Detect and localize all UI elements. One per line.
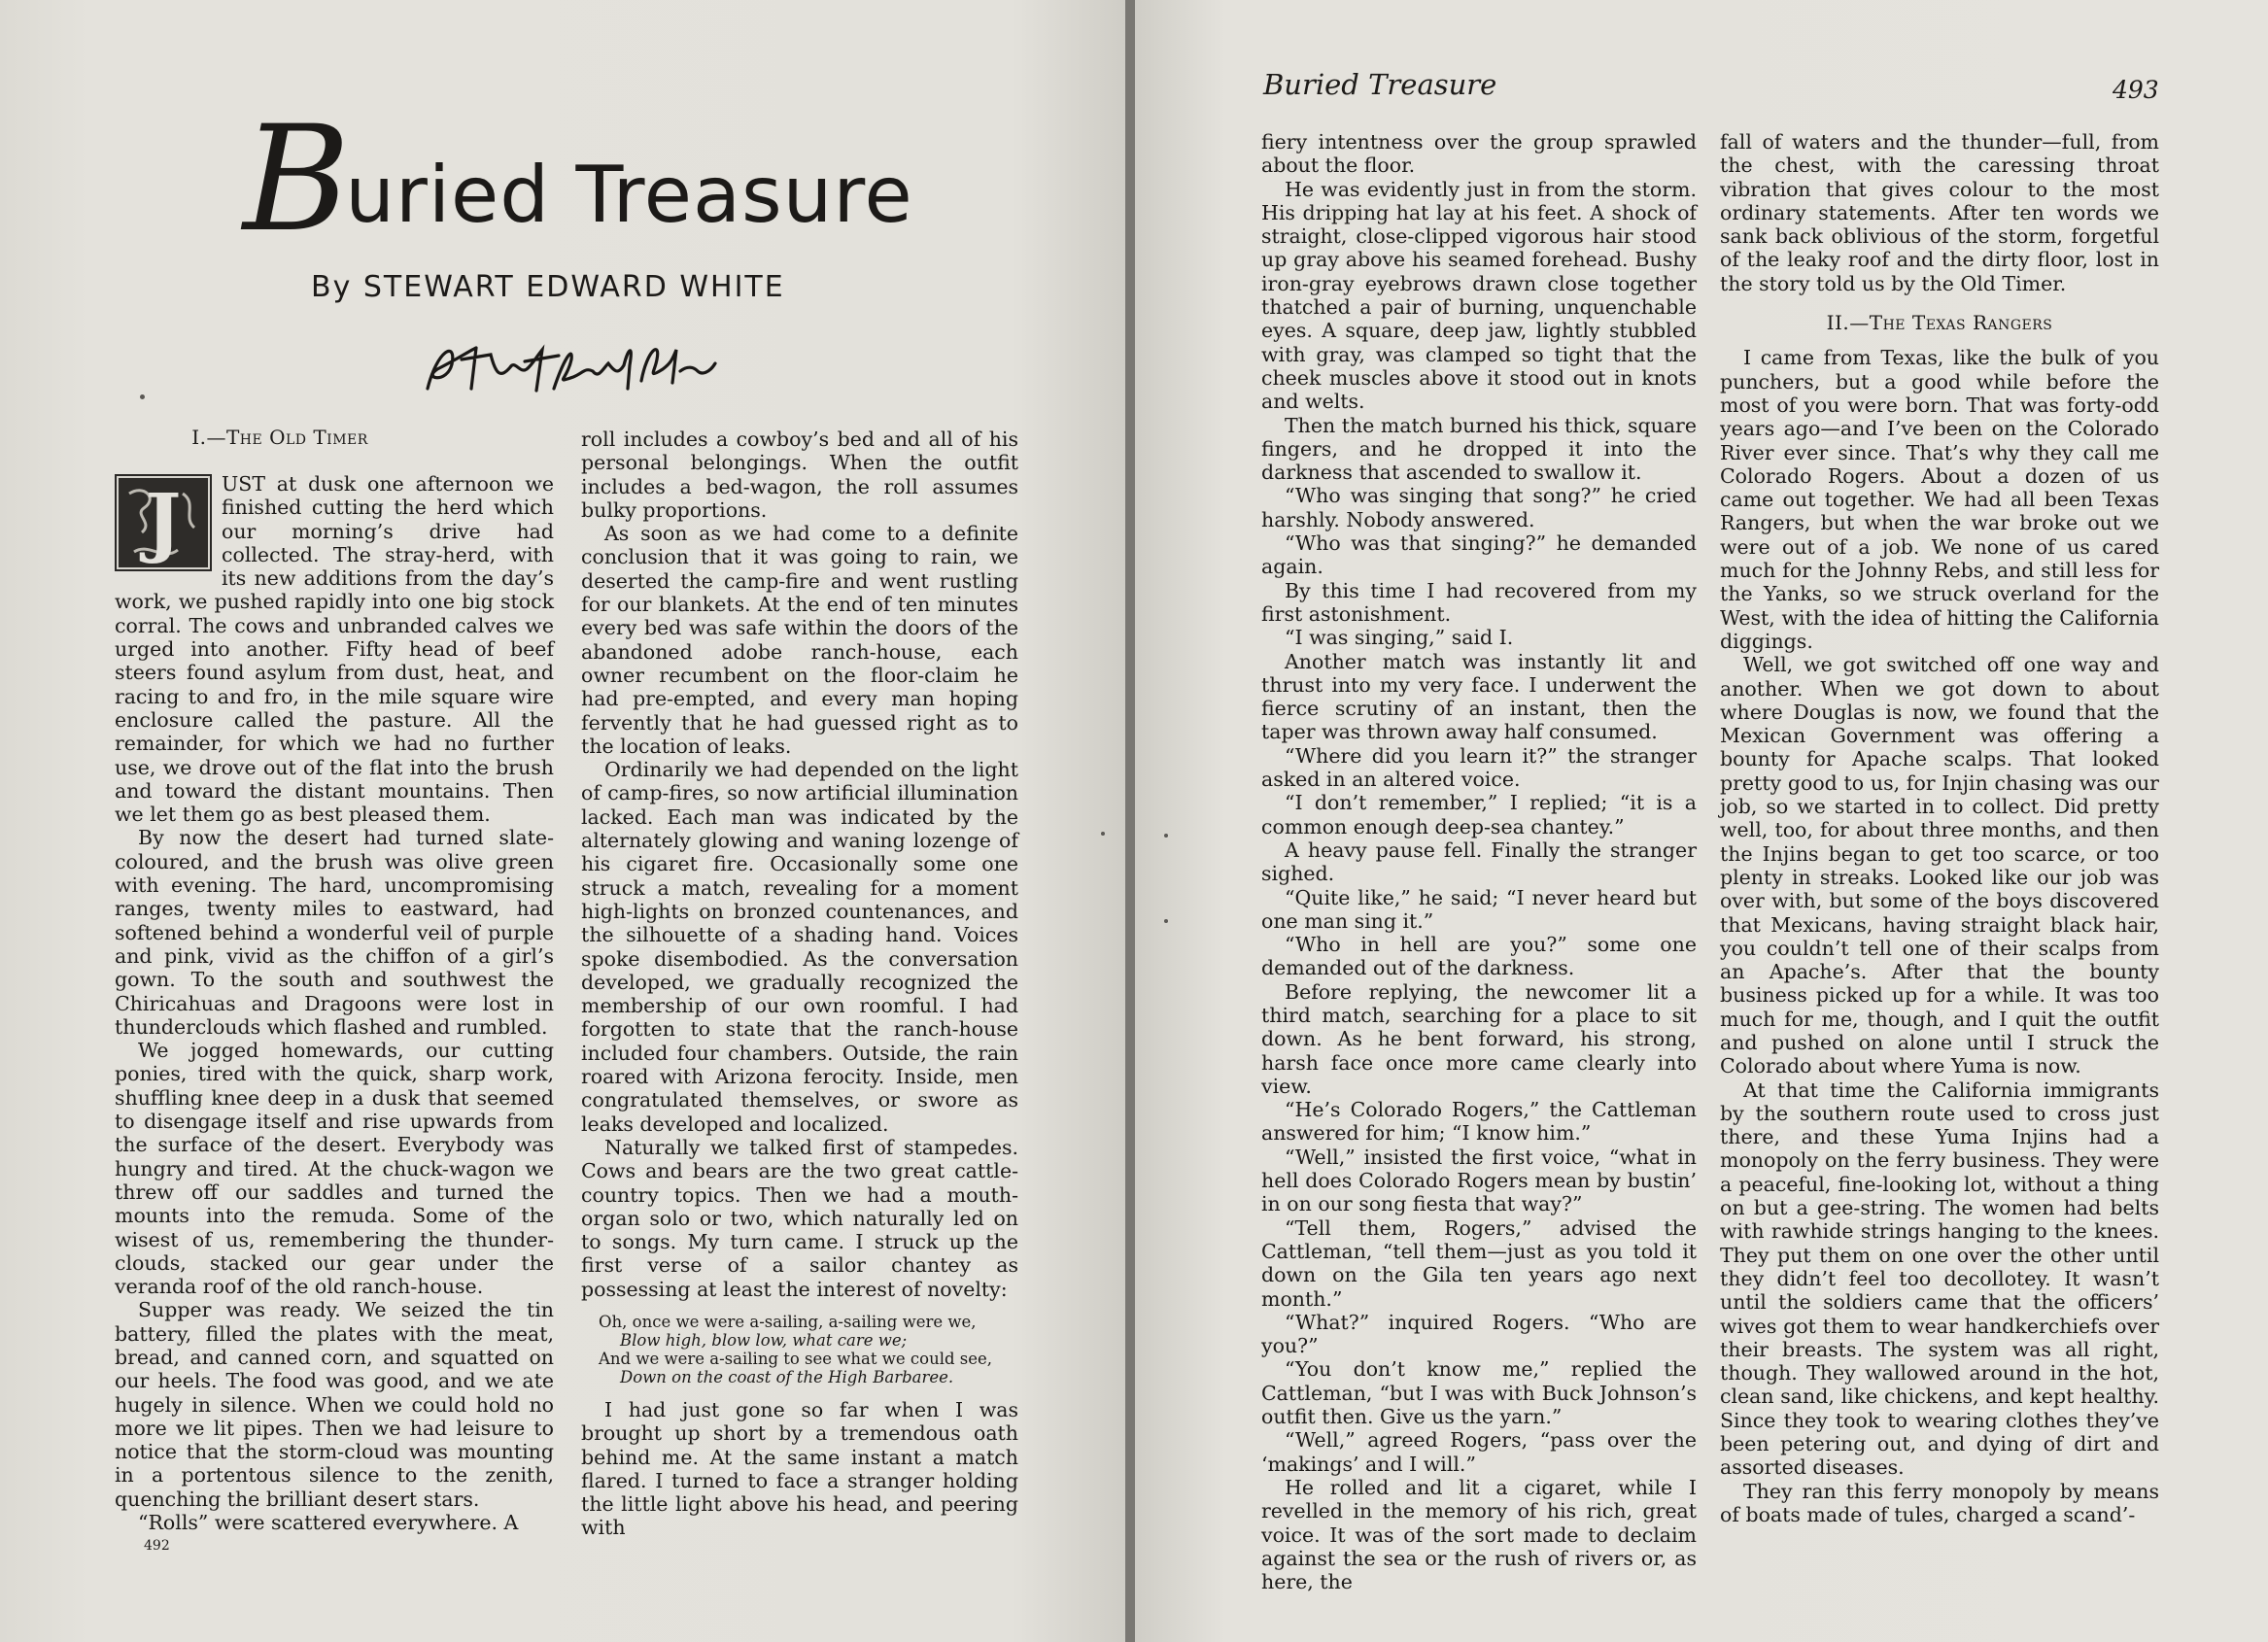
running-head: Buried Treasure <box>1263 68 1497 101</box>
paragraph: “Who was that singing?” he demanded again. <box>1261 531 1697 579</box>
left-column-2 <box>581 428 1018 1540</box>
left-column-1 <box>115 426 554 1535</box>
book-gutter <box>1125 0 1135 1642</box>
title-rest: uried Treasure <box>345 150 913 240</box>
ornamental-drop-cap <box>115 474 212 571</box>
paragraph: “Rolls” were scattered everywhere. A <box>138 1511 519 1535</box>
paragraph: “Who in hell are you?” some one demanded out of the darkness. <box>1261 933 1697 980</box>
paragraph: “Well,” insisted the first voice, “what in hell does Colorado Rogers mean by bustin’ in on our song fiesta that way?” <box>1261 1145 1697 1216</box>
paragraph: He was evidently just in from the storm. His dripping hat lay at his feet. A shock of straight, close-clipped vigorous hair stood up gray above his seamed forehead. Bushy iron-gray eyebrows drawn close together thatched a pair of burning, unquenchable eyes. A square, deep jaw, lightly stubbled with gray, was clamped so tight that the cheek muscles above it stood out in knots and welts. <box>1261 177 1697 414</box>
paragraph: Well, we got switched off one way and another. When we got down to about where Douglas is now, we found that the Mexican Government was offering a bounty for Apache scalps. That looked pretty good to us, for Injin chasing was our job, so we started in to collect. Did pretty well, too, for about three months, and then the Injins began to get too scarce, or too plenty in streaks. Looked like our job was over with, but some of the boys discovered that Mexicans, having straight black hair, you couldn’t tell one of their scalps from an Apache’s. After that the bounty business picked up for a while. It was too much for me, though, and I quit the outfit and pushed on alone until I struck the Colorado about where Yuma is now. <box>1720 653 2159 1078</box>
paragraph: “Well,” agreed Rogers, “pass over the ‘makings’ and I will.” <box>1261 1428 1697 1476</box>
section-heading-1: I.—The Old Timer <box>191 426 368 449</box>
paragraph: “I don’t remember,” I replied; “it is a common enough deep-sea chantey.” <box>1261 791 1697 838</box>
paragraph: “You don’t know me,” replied the Cattleman, “but I was with Buck Johnson’s outfit then. Give us the yarn.” <box>1261 1357 1697 1429</box>
paragraph: UST at dusk one afternoon we finished cutting the herd which our morning’s drive had collected. The stray-herd, with its new additions from the day’s work, we pushed rapidly into one big stock corral. The cows and unbranded calves we urged into another. Fifty head of beef steers found asylum from dust, heat, and racing to and fro, in the mile square wire enclosure called the pasture. All the remainder, for which we had no further use, we drove out of the flat into the brush and toward the distant mountains. Then we let them go as best pleased them. <box>115 472 554 827</box>
paragraph: “What?” inquired Rogers. “Who are you?” <box>1261 1310 1697 1358</box>
paragraph: As soon as we had come to a definite conclusion that it was going to rain, we deserted the camp-fire and went rustling for our blankets. At the end of ten minutes every bed was safe within the doors of the abandoned adobe ranch-house, each owner recumbent on the floor-claim he had pre-empted, and every man hoping fervently that he had guessed right as to the location of leaks. <box>581 522 1018 758</box>
paragraph: “Tell them, Rogers,” advised the Cattleman, “tell them—just as you told it down on the Gila ten years ago next month.” <box>1261 1215 1697 1311</box>
paragraph: Another match was instantly lit and thrust into my very face. I underwent the fierce scrutiny of an instant, then the taper was thrown away half consumed. <box>1261 649 1697 744</box>
paragraph: fiery intentness over the group sprawled about the floor. <box>1261 130 1697 178</box>
paragraph: He rolled and lit a cigaret, while I revelled in the memory of his rich, great voice. It was of the sort made to declaim against the sea or the rush of rivers or, as here, the <box>1261 1475 1697 1594</box>
paragraph: Ordinarily we had depended on the light of camp-fires, so now artificial illumination lacked. Each man was indicated by the alternately glowing and waning lozenge of his cigaret fire. Occasionally some one struck a match, revealing for a moment high-lights on bronzed countenances, and the silhouette of a shading hand. Voices spoke disembodied. As the conversation developed, we gradually recognized the membership of our own roomful. I had forgotten to state that the ranch-house included four chambers. Outside, the rain roared with Arizona ferocity. Inside, men congratulated themselves, or swore as leaks developed and localized. <box>581 758 1018 1136</box>
paragraph: By now the desert had turned slate-coloured, and the brush was olive green with evening. The hard, uncompromising ranges, twenty miles to eastward, had softened behind a wonderful veil of purple and pink, vivid as the chiffon of a girl’s gown. To the south and southwest the Chiricahuas and Dragoons were lost in thunderclouds which flashed and rumbled. <box>115 826 554 1039</box>
paragraph: “Quite like,” he said; “I never heard but one man sing it.” <box>1261 885 1697 933</box>
paragraph: “He’s Colorado Rogers,” the Cattleman answered for him; “I know him.” <box>1261 1098 1697 1146</box>
print-speck <box>1164 919 1168 923</box>
title-initial: B <box>243 95 352 264</box>
print-speck <box>1101 832 1105 836</box>
verse-line: Blow high, blow low, what care we; <box>620 1330 908 1350</box>
page-number-left: 492 <box>144 1538 170 1554</box>
paragraph: Before replying, the newcomer lit a third match, searching for a place to sit down. As he bent forward, his strong, harsh face once more came clearly into view. <box>1261 979 1697 1098</box>
section-heading-2: II.—The Texas Rangers <box>1826 311 2053 335</box>
paragraph: “Who was singing that song?” he cried harshly. Nobody answered. <box>1261 484 1697 531</box>
right-page <box>1135 0 2268 1642</box>
paragraph: Supper was ready. We seized the tin battery, filled the plates with the meat, bread, and canned corn, and squatted on our heels. The food was good, and we ate hugely in silence. When we could hold no more we lit pipes. Then we had leisure to notice that the storm-cloud was mounting in a portentous silence to the zenith, quenching the brilliant desert stars. <box>115 1298 554 1511</box>
paragraph: We jogged homewards, our cutting ponies, tired with the quick, sharp work, shuffling knee deep in a dusk that seemed to disengage itself and rise upwards from the surface of the desert. Everybody was hungry and tired. At the chuck-wagon we threw off our saddles and turned the mounts into the remuda. Some of the wisest of us, remembering the thunder-clouds, stacked our gear under the veranda roof of the old ranch-house. <box>115 1039 554 1299</box>
left-page <box>0 0 1125 1642</box>
paragraph: Then the match burned his thick, square fingers, and he dropped it into the darkness that ascended to swallow it. <box>1261 413 1697 485</box>
paragraph: At that time the California immigrants by the southern route used to cross just there, and these Yuma Injins had a monopoly on the ferry business. They were a peaceful, fine-looking lot, without a thing on but a gee-string. The women had belts with rawhide strings hanging to the knees. They put them on one over the other until they didn’t feel too decollotey. It wasn’t until the soldiers came that the officers’ wives got them to wear handkerchiefs over their breasts. The system was all right, though. They wallowed around in the hot, clean sand, like chickens, and kept healthy. Since they took to wearing clothes they’ve been petering out, and dying of dirt and assorted diseases. <box>1720 1078 2159 1480</box>
svg-text:J: J <box>145 478 182 566</box>
verse-line: Oh, once we were a-sailing, a-sailing were we, <box>599 1312 977 1331</box>
paragraph: “Where did you learn it?” the stranger asked in an altered voice. <box>1261 743 1697 792</box>
article-title <box>243 95 1001 264</box>
paragraph: fall of waters and the thunder—full, from the chest, with the caressing throat vibration that gives colour to the most ordinary statements. After ten words we sank back oblivious of the storm, forgetful of the leaky roof and the dirty floor, lost in the story told us by the Old Timer. <box>1720 130 2159 295</box>
verse-line: And we were a-sailing to see what we could see, <box>599 1349 993 1368</box>
author-signature <box>418 321 729 418</box>
verse-line: Down on the coast of the High Barbaree. <box>620 1367 954 1386</box>
paragraph: “I was singing,” said I. <box>1285 626 1514 650</box>
print-speck <box>1164 834 1168 838</box>
paragraph: They ran this ferry monopoly by means of boats made of tules, charged a scand’- <box>1720 1479 2159 1526</box>
right-column-1 <box>1261 130 1697 1593</box>
paragraph: By this time I had recovered from my first astonishment. <box>1261 578 1697 626</box>
right-column-2 <box>1720 130 2159 1526</box>
paragraph: Naturally we talked first of stampedes. Cows and bears are the two great cattle-country topics. Then we had a mouth-organ solo or two, which naturally led on to songs. My turn came. I struck up the first verse of a sailor chantey as possessing at least the interest of novelty: <box>581 1135 1018 1301</box>
paragraph: I came from Texas, like the bulk of you punchers, but a good while before the most of you were born. That was forty-odd years ago—and I’ve been on the Colorado River ever since. That’s why they call me Colorado Rogers. About a dozen of us came out together. We had all been Texas Rangers, but when the war broke out we were out of a job. We none of us cared much for the Johnny Rebs, and still less for the Yanks, so we struck overland for the West, with the idea of hitting the California diggings. <box>1720 346 2159 653</box>
drop-cap-ornament-icon <box>115 474 212 571</box>
paragraph: roll includes a cowboy’s bed and all of his personal belongings. When the outfit includes a bed-wagon, the roll assumes bulky proportions. <box>581 428 1018 522</box>
page-number-right: 493 <box>2113 76 2159 104</box>
paragraph: I had just gone so far when I was brought up short by a tremendous oath behind me. At the same instant a match flared. I turned to face a stranger holding the little light above his head, and peering with <box>581 1397 1018 1540</box>
byline: By STEWART EDWARD WHITE <box>311 270 785 304</box>
chantey-verse <box>599 1313 1018 1386</box>
print-speck <box>140 394 145 399</box>
paragraph: A heavy pause fell. Finally the stranger sighed. <box>1261 838 1697 886</box>
